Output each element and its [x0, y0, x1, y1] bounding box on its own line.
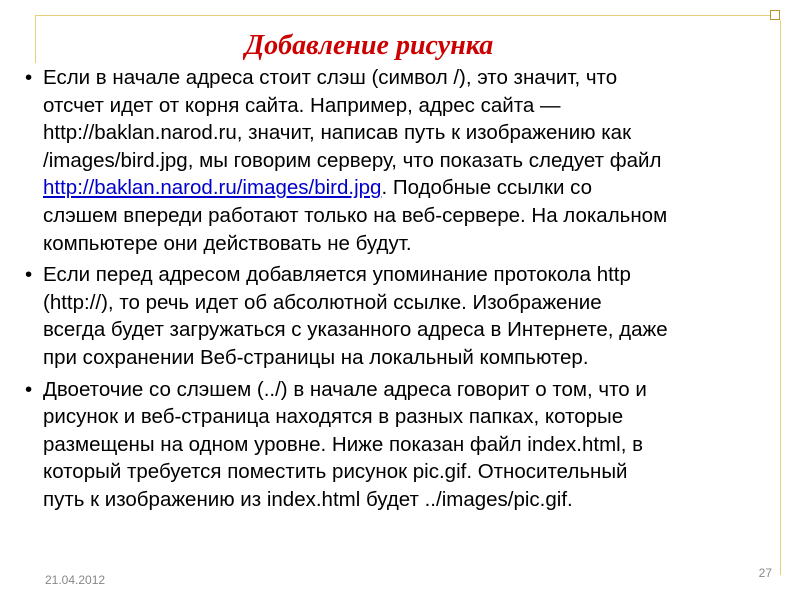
bullet-list	[22, 64, 797, 518]
text-after-link: . Подобные ссылки со	[381, 176, 592, 200]
text-line: Если перед адресом добавляется упоминание протокола http	[43, 263, 631, 287]
text-line: путь к изображению из index.html будет ../images/pic.gif.	[43, 487, 573, 511]
page-number: 27	[758, 566, 772, 580]
text-line: слэшем впереди работают только на веб-сервере. На локальном	[43, 203, 668, 227]
text-line: всегда будет загружаться с указанного адреса в Интернете, даже	[43, 318, 668, 342]
slide-title: Добавление рисунка	[245, 30, 494, 61]
text-line-with-link	[43, 174, 797, 202]
text-line: Если в начале адреса стоит слэш (символ /), это значит, что	[43, 66, 618, 89]
text-line: размещены на одном уровне. Ниже показан файл index.html, в	[43, 432, 643, 456]
text-line: http://baklan.narod.ru, значит, написав путь к изображению как	[43, 121, 632, 145]
bullet-marker: •	[25, 66, 33, 89]
frame-left-line	[35, 15, 36, 63]
bullet-marker: •	[25, 377, 33, 401]
bullet-item-relative-path	[22, 376, 797, 514]
bird-image-link[interactable]: http://baklan.narod.ru/images/bird.jpg	[43, 176, 382, 200]
footer-date: 21.04.2012	[45, 573, 106, 587]
text-line: который требуется поместить рисунок pic.gif. Относительный	[43, 460, 628, 484]
text-line: (http://), то речь идет об абсолютной ссылке. Изображение	[43, 290, 602, 314]
bullet-item-root-path	[22, 64, 797, 257]
bullet-item-absolute-path	[22, 261, 797, 371]
bullet-marker: •	[25, 263, 33, 287]
text-line: /images/bird.jpg, мы говорим серверу, что показать следует файл	[43, 148, 662, 172]
frame-corner-square	[770, 10, 780, 20]
text-line: при сохранении Веб-страницы на локальный компьютер.	[43, 345, 589, 369]
text-line: отсчет идет от корня сайта. Например, адрес сайта —	[43, 93, 561, 117]
frame-top-line	[35, 15, 780, 16]
text-line: компьютере они действовать не будут.	[43, 231, 412, 255]
text-line: Двоеточие со слэшем (../) в начале адреса говорит о том, что и	[43, 377, 647, 401]
text-line: рисунок и веб-страница находятся в разных папках, которые	[43, 405, 624, 429]
